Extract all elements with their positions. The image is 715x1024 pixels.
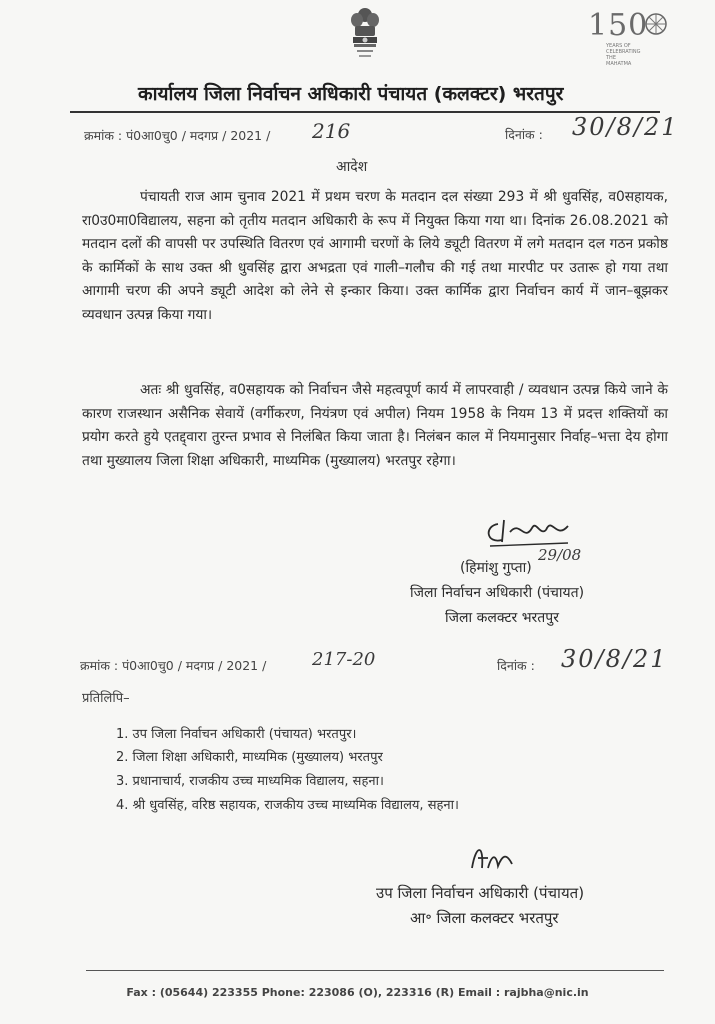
order-date-label: दिनांक : <box>505 127 543 142</box>
order-paragraph-1-text: पंचायती राज आम चुनाव 2021 में प्रथम चरण के मतदान दल संख्या 293 में श्री धुवसिंह, व0सहायक, रा0उ0मा0विद्यालय, सहना को तृतीय मतदान अधिकारी के रूप में नियुक्त किया गया था। दिनांक 26.08.2021 को मतदान दलों की वापसी पर उपस्थिति वितरण एवं आगामी चरणों के लिये ड्यूटी वितरण में लगे मतदान दल गठन प्रकोष्ठ के कार्मिकों के साथ उक्त श्री धुवसिंह द्वारा अभद्रता एवं गाली–गलौच की गई तथा मारपीट पर उतारू हो गया तथा आगामी चरण की अपने ड्यूटी आदेश को लेने से इन्कार किया। उक्त कार्मिक द्वारा निर्वाचन कार्य में जान–बूझकर व्यवधान उत्पन्न किया गया। <box>82 189 668 323</box>
signatory-designation: जिला निर्वाचन अधिकारी (पंचायत) <box>410 585 585 601</box>
order-paragraph-2 <box>82 379 668 473</box>
copy-ref-number: 217-20 <box>312 649 376 670</box>
copies-heading: प्रतिलिपि– <box>82 691 130 706</box>
copy-recipient: 2. जिला शिक्षा अधिकारी, माध्यमिक (मुख्यालय) भरतपुर <box>116 750 383 765</box>
logo-150-caption: YEARS OF CELEBRATING THE MAHATMA <box>606 43 641 67</box>
office-title: कार्यालय जिला निर्वाचन अधिकारी पंचायत (कलक्टर) भरतपुर <box>138 83 564 105</box>
gandhi-150-logo <box>588 8 674 67</box>
deputy-office: आ॰ जिला कलक्टर भरतपुर <box>410 909 559 927</box>
signatory-office: जिला कलक्टर भरतपुर <box>445 610 559 626</box>
signature-deputy <box>466 838 526 882</box>
order-ref-label: क्रमांक : पं0आ0चु0 / मदगप्र / 2021 / <box>84 128 271 143</box>
signature-date: 29/08 <box>538 546 582 564</box>
order-ref-number: 216 <box>312 119 351 143</box>
logo-150-number: 150 <box>588 8 649 43</box>
footer-contact: Fax : (05644) 223355 Phone: 223086 (O), 223316 (R) Email : rajbha@nic.in <box>126 986 589 999</box>
order-paragraph-2-text: अतः श्री धुवसिंह, व0सहायक को निर्वाचन जैसे महत्वपूर्ण कार्य में लापरवाही / व्यवधान उत्पन्न किये जाने के कारण राजस्थान असैनिक सेवायें (वर्गीकरण, नियंत्रण एवं अपील) नियम 1958 के नियम 13 में प्रदत्त शक्तियों का प्रयोग करते हुये एतद्द्वारा तुरन्त प्रभाव से निलंबित किया जाता है। निलंबन काल में नियमानुसार निर्वाह–भत्ता देय होगा तथा मुख्यालय जिला शिक्षा अधिकारी, माध्यमिक (मुख्यालय) भरतपुर रहेगा। <box>82 382 668 469</box>
copy-recipient: 1. उप जिला निर्वाचन अधिकारी (पंचायत) भरतपुर। <box>116 727 357 742</box>
charkha-icon <box>644 12 668 36</box>
order-date: 30/8/21 <box>572 113 679 141</box>
order-heading: आदेश <box>336 159 368 175</box>
copy-date: 30/8/21 <box>561 645 668 673</box>
signatory-name: (हिमांशु गुप्ता) <box>460 560 532 576</box>
deputy-designation: उप जिला निर्वाचन अधिकारी (पंचायत) <box>376 884 585 902</box>
order-paragraph-1 <box>82 186 668 327</box>
copy-recipient: 4. श्री धुवसिंह, वरिष्ठ सहायक, राजकीय उच्च माध्यमिक विद्यालय, सहना। <box>116 798 459 813</box>
copy-date-label: दिनांक : <box>497 658 535 673</box>
copy-recipient: 3. प्रधानाचार्य, राजकीय उच्च माध्यमिक विद्यालय, सहना। <box>116 774 384 789</box>
copy-ref-label: क्रमांक : पं0आ0चु0 / मदगप्र / 2021 / <box>80 658 267 673</box>
state-emblem-icon <box>348 6 382 64</box>
footer-divider <box>86 970 664 971</box>
